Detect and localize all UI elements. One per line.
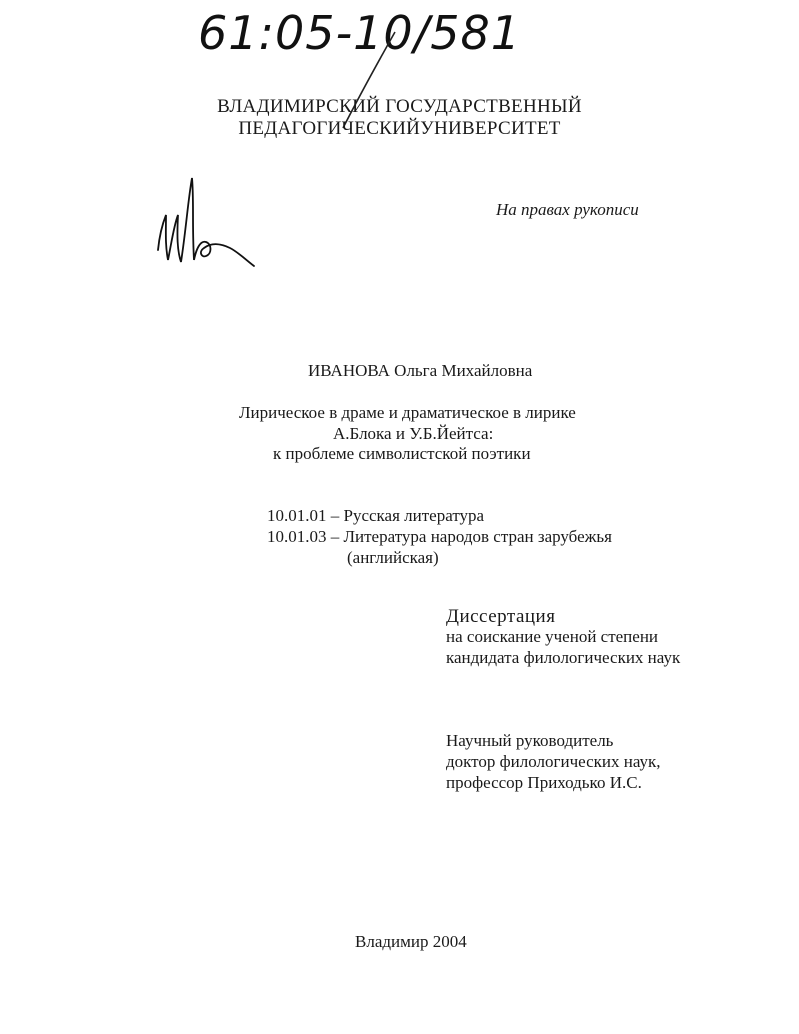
specialty-1: 10.01.01 – Русская литература: [267, 506, 485, 525]
dissertation-line2: на соискание ученой степени: [446, 627, 659, 646]
author-name: ИВАНОВА Ольга Михайловна: [308, 361, 533, 380]
rights-note: На правах рукописи: [496, 200, 639, 219]
university-name-line1: ВЛАДИМИРСКИЙ ГОСУДАРСТВЕННЫЙ: [217, 96, 582, 117]
university-name-line2: ПЕДАГОГИЧЕСКИЙУНИВЕРСИТЕТ: [238, 118, 561, 139]
city-year: Владимир 2004: [355, 932, 467, 951]
title-line2: А.Блока и У.Б.Йейтса:: [333, 424, 494, 443]
dissertation-heading: Диссертация: [446, 606, 556, 627]
supervisor-line3: профессор Приходько И.С.: [446, 773, 642, 792]
specialty-2: 10.01.03 – Литература народов стран зарубежья: [267, 527, 612, 546]
archive-number: 61:05-10/581: [198, 6, 521, 60]
title-line3: к проблеме символистской поэтики: [273, 444, 531, 463]
dissertation-line3: кандидата филологических наук: [446, 648, 681, 667]
title-line1: Лирическое в драме и драматическое в лирике: [239, 403, 576, 422]
supervisor-line2: доктор филологических наук,: [446, 752, 661, 771]
specialty-2-note: (английская): [347, 548, 439, 567]
supervisor-line1: Научный руководитель: [446, 731, 614, 750]
signature: [150, 170, 270, 280]
